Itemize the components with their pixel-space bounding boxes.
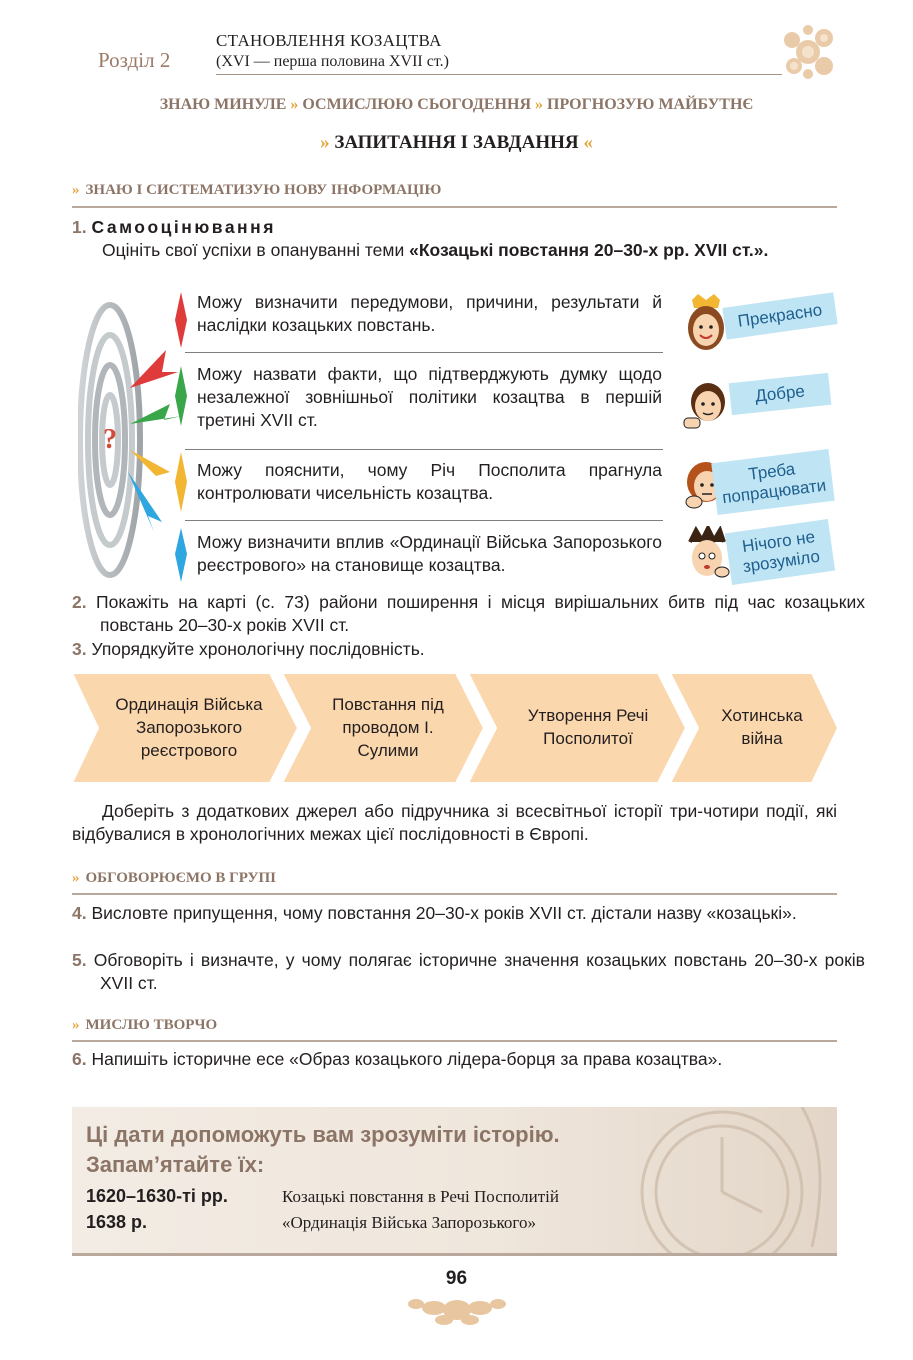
question-1-title [72,216,837,239]
floral-ornament-icon [778,22,838,82]
motto-separator: » [290,96,299,113]
footer-ornament-icon [406,1290,508,1330]
motto-part: ОСМИСЛЮЮ СЬОГОДЕННЯ [302,96,531,113]
topic-title: «Козацькі повстання 20–30-х рр. XVII ст.». [409,240,769,260]
section-heading-text: ОБГОВОРЮЄМО В ГРУПІ [85,870,276,886]
memo-heading-line: Ці дати допоможуть вам зрозуміти історію. [86,1122,560,1147]
dates-memo-box [72,1107,837,1256]
question-5 [72,949,865,995]
memo-date: 1638 р. [86,1212,148,1232]
statement-4: Можу визначити вплив «Ординації Війська Запорозького реєстрового» на становище козацтва. [197,532,662,575]
clock-watermark-icon [572,1107,837,1256]
section-rule [72,206,837,208]
motto-separator: » [535,96,543,113]
section-heading [72,182,441,199]
question-4 [72,902,865,925]
rating-good: Добре [729,373,832,415]
question-3-followup: Доберіть з додаткових джерел або підручника зі всесвітньої історії три-чотири події, які відбувалися в хронологічних межах цієї послідовності в Європі. [72,801,837,844]
header-rule [216,74,782,75]
chevron-left-icon: « [583,132,593,153]
memo-heading-line: Запам’ятайте їх: [86,1152,265,1177]
motto-part: ЗНАЮ МИНУЛЕ [159,96,287,113]
divider [185,520,663,521]
rating-needs-work: Треба попрацювати [711,449,834,515]
chevron-right-icon: » [72,182,80,198]
target-question-mark: ? [103,424,117,455]
chronology-sequence [72,672,839,784]
question-text: Напишіть історичне есе «Образ козацького лідера-борця за права козацтва». [91,1049,723,1069]
thinking-face-icon [680,378,730,436]
chevron-right-icon: » [320,132,330,153]
marker-blue [175,528,187,582]
color-markers [174,292,188,582]
question-3 [72,638,865,661]
section-heading-text: ЗНАЮ І СИСТЕМАТИЗУЮ НОВУ ІНФОРМАЦІЮ [85,182,442,198]
question-text: Оцініть свої успіхи в опануванні теми [102,240,410,260]
question-2 [72,591,865,637]
memo-heading [86,1120,560,1180]
marker-yellow [175,452,187,512]
question-number: 2. [72,592,87,612]
section-rule [72,1040,837,1042]
rating-not-understood: Нічого не зрозуміло [725,519,835,585]
chevron-right-icon: » [72,870,80,886]
sequence-item: Повстання під проводом І. Сулими [332,694,444,760]
divider [185,352,663,353]
question-1-text [72,239,837,262]
divider [185,449,663,450]
section-heading [72,870,276,887]
question-number: 6. [72,1049,87,1069]
marker-red [175,292,187,348]
marker-green [175,366,187,426]
section-heading-text: МИСЛЮ ТВОРЧО [85,1017,218,1033]
question-6 [72,1048,865,1071]
statement-2: Можу назвати факти, що підтверджують думку щодо незалежної зовнішньої політики козацтва в першій третині XVII ст. [197,364,662,430]
page-title [0,132,913,154]
question-text: Упорядкуйте хронологічну послідовність. [91,639,425,659]
section-rule [72,893,837,895]
sequence-item: Хотинська війна [721,706,803,748]
section-heading [72,1017,217,1034]
question-text: Висловте припущення, чому повстання 20–30-х років XVII ст. дістали назву «козацькі». [91,903,797,923]
statement-3: Можу пояснити, чому Річ Посполита прагнула контролювати чисельність козацтва. [197,460,662,503]
question-number: 4. [72,903,87,923]
question-text: Обговоріть і визначте, у чому полягає історичне значення козацьких повстань 20–30-х років XVII ст. [93,950,865,993]
chevron-right-icon: » [72,1017,80,1033]
statement-1: Можу визначити передумови, причини, результати й наслідки козацьких повстань. [197,292,662,335]
chapter-subtitle: (XVI — перша половина XVII ст.) [216,53,449,70]
sequence-item: Ординація Війська Запорозького реєстрового [115,694,263,760]
page-number: 96 [445,1268,468,1289]
memo-event: Козацькі повстання в Речі Посполитій [282,1187,559,1206]
question-number: 1. [72,217,87,237]
page-title-text: ЗАПИТАННЯ І ЗАВДАННЯ [334,132,579,153]
question-text: Покажіть на карті (с. 73) райони поширення і місця вирішальних битв під час козацьких повстань 20–30-х років XVII ст. [96,592,865,635]
question-number: 5. [72,950,87,970]
question-number: 3. [72,639,87,659]
rating-excellent: Прекрасно [722,292,837,339]
happy-face-icon [682,294,730,354]
memo-date: 1620–1630-ті рр. [86,1186,228,1206]
motto-part: ПРОГНОЗУЮ МАЙБУТНЄ [547,96,754,113]
chapter-title: СТАНОВЛЕННЯ КОЗАЦТВА [216,31,442,50]
question-title: Самооцінювання [91,217,276,237]
section-label: Розділ 2 [98,48,171,72]
memo-event: «Ординація Війська Запорозького» [282,1213,536,1232]
motto [0,96,913,114]
sequence-item: Утворення Речі Посполитої [527,706,649,748]
